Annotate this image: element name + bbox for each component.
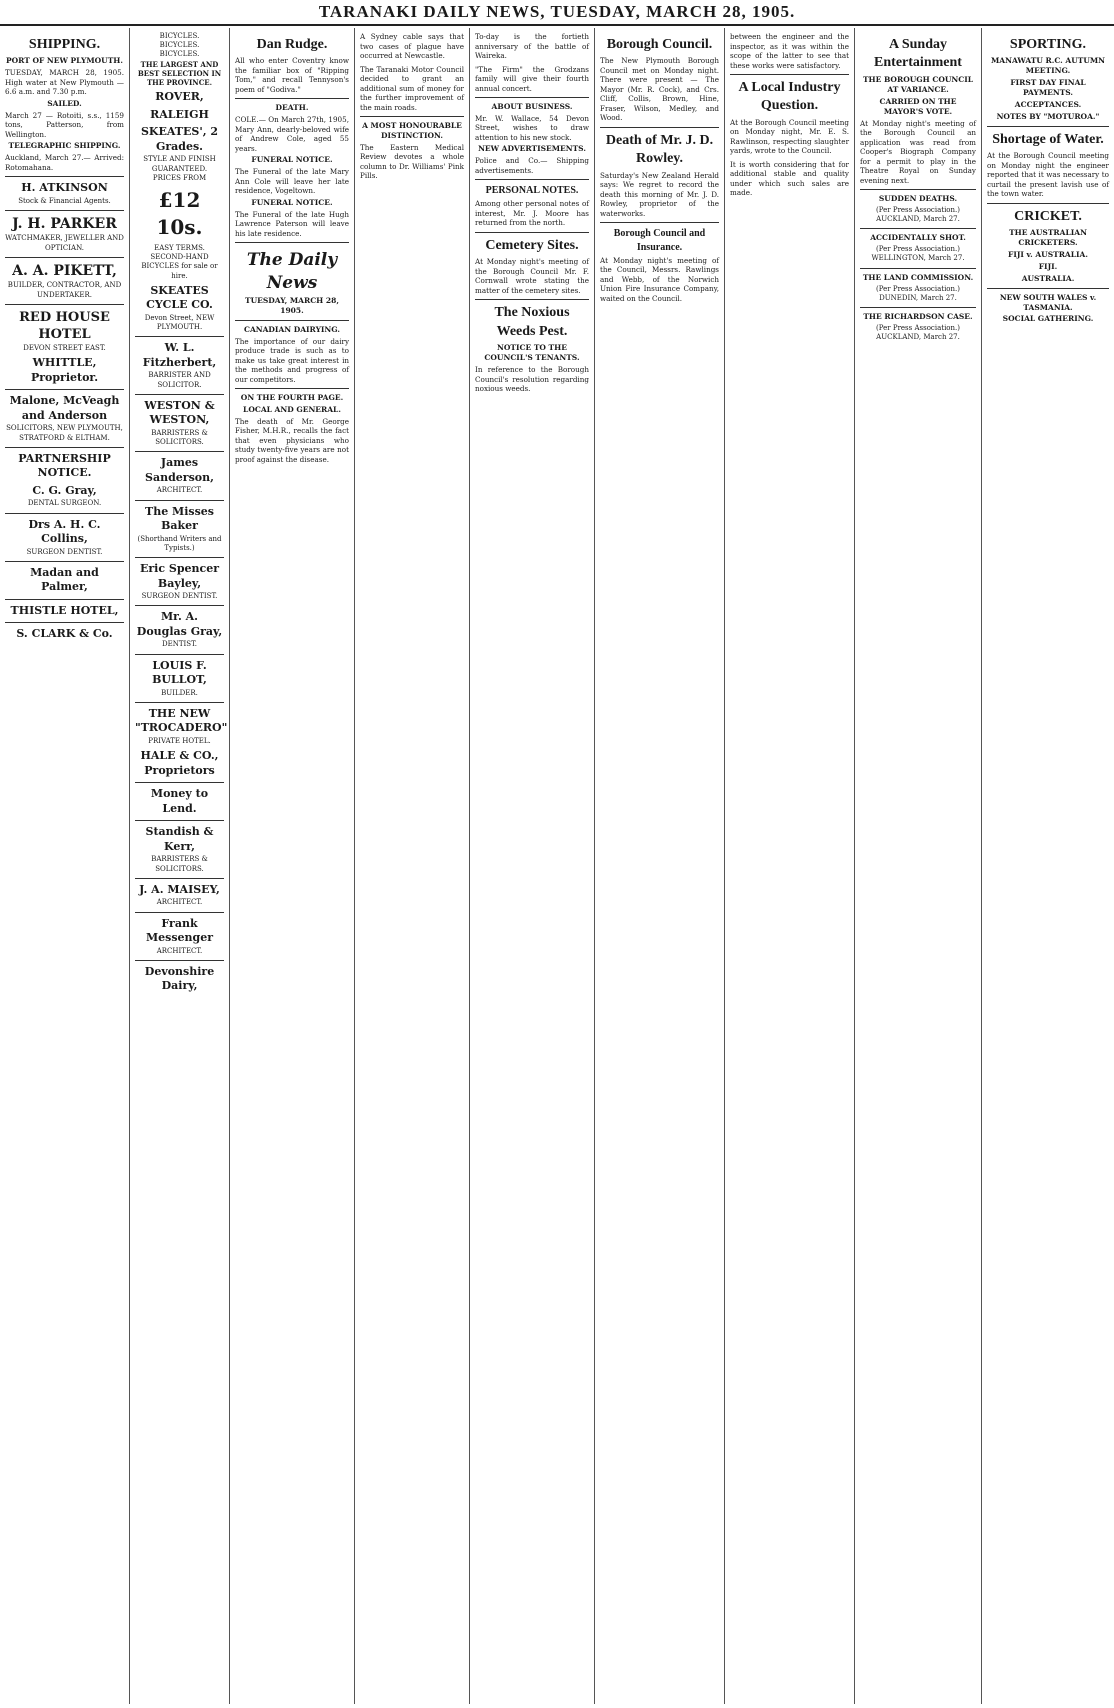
sunday-ent-body: At Monday night's meeting of the Borough Council an application was read from Cooper's Biograph Company for a permit to play in the Theatre Royal on Sunday evening next. <box>860 118 976 185</box>
masthead <box>0 0 1114 26</box>
local-industry-body-2: It is worth considering that for additional stable and quality under which such sales are made. <box>730 159 849 198</box>
ad-thistle: THISTLE HOTEL, <box>10 603 119 617</box>
ad-bullot-sub: BUILDER. <box>161 688 198 697</box>
ad-partnership: PARTNERSHIP NOTICE. <box>18 451 111 480</box>
column-local-industry <box>725 28 855 1704</box>
local-general-heading: LOCAL AND GENERAL. <box>243 405 341 415</box>
shortage-water-body: At the Borough Council meeting on Monday night the engineer reported that it was necessary to curtail the present lavish use of the town water. <box>987 151 1109 199</box>
ad-red-house-hotel: RED HOUSE HOTEL <box>19 309 110 342</box>
section-heading-shipping: SHIPPING. <box>28 37 101 52</box>
newspaper-title: TARANAKI DAILY NEWS, TUESDAY, MARCH 28, 1905. <box>318 2 796 21</box>
accidentally-shot-dateline: (Per Press Association.) WELLINGTON, March 27. <box>871 245 965 263</box>
ad-second-hand: SECOND-HAND BICYCLES for sale or hire. <box>141 253 218 280</box>
nsw-v-tasmania: NEW SOUTH WALES v. TASMANIA. <box>999 292 1097 312</box>
ad-rover: ROVER, <box>155 90 204 104</box>
ad-bayley: Eric Spencer Bayley, <box>139 562 219 590</box>
ad-fitzherbert: W. L. Fitzherbert, <box>142 341 217 369</box>
news-item-concert: "The Firm" the Grodzans family will give their fourth annual concert. <box>475 64 589 93</box>
article-dan-rudge: All who enter Coventry know the familiar box of "Ripping Tom," and recall Tennyson's poem of "Godiva." <box>235 56 349 94</box>
fiji-v-australia: FIJI v. AUSTRALIA. <box>1008 250 1088 260</box>
personal-notes-heading: PERSONAL NOTES. <box>485 185 579 197</box>
sailed-heading: SAILED. <box>47 98 82 108</box>
acceptances-heading: ACCEPTANCES. <box>1014 100 1082 110</box>
death-notice: COLE.— On March 27th, 1905, Mary Ann, dearly-beloved wife of Andrew Cole, aged 55 years. <box>235 115 349 153</box>
ad-fitzherbert-sub: BARRISTER AND SOLICITOR. <box>148 371 211 389</box>
social-gathering-heading: SOCIAL GATHERING. <box>1002 314 1094 324</box>
ad-standish: Standish & Kerr, <box>145 825 214 853</box>
ad-skeates: SKEATES', 2 Grades. <box>140 125 219 153</box>
port-heading: PORT OF NEW PLYMOUTH. <box>6 56 123 66</box>
sporting-heading: SPORTING. <box>1009 37 1087 52</box>
ad-standish-sub: BARRISTERS & SOLICITORS. <box>151 855 208 873</box>
about-business-heading: ABOUT BUSINESS. <box>491 102 573 111</box>
ad-douglas-gray-sub: DENTIST. <box>162 640 197 649</box>
ad-price: £12 10s. <box>156 188 203 239</box>
about-business-body: Mr. W. Wallace, 54 Devon Street, wishes to draw attention to his new stock. <box>475 113 589 142</box>
column-news-2 <box>470 28 595 1704</box>
ad-skeates-cycle: SKEATES CYCLE CO. <box>146 283 213 312</box>
death-rowley-heading: Death of Mr. J. D. Rowley. <box>605 132 714 167</box>
ad-atkinson: H. ATKINSON <box>21 181 108 195</box>
local-industry-heading: A Local Industry Question. <box>738 80 841 114</box>
ad-gray-sub: DENTAL SURGEON. <box>27 499 102 508</box>
ad-maisey-sub: ARCHITECT. <box>156 898 203 907</box>
ad-messenger-sub: ARCHITECT. <box>156 946 203 955</box>
sailed-body: March 27 — Rotoiti, s.s., 1159 tons, Patterson, from Wellington. <box>5 110 124 139</box>
final-payments-heading: FIRST DAY FINAL PAYMENTS. <box>1010 78 1086 98</box>
ad-red-house-hotel-sub: DEVON STREET EAST. <box>23 344 106 353</box>
fiji-scores-heading: FIJI. <box>1038 261 1058 271</box>
headline-canadian-dairying: CANADIAN DAIRYING. <box>243 324 341 334</box>
ad-style: STYLE AND FINISH GUARANTEED. <box>143 155 216 173</box>
local-industry-body: At the Borough Council meeting on Monday night, Mr. E. S. Rawlinson, respecting slaughter yards, wrote to the Council. <box>730 117 849 156</box>
article-distinction: The Eastern Medical Review devotes a whole column to Dr. Williams' Pink Pills. <box>360 142 464 181</box>
death-rowley-body: Saturday's New Zealand Herald says: We regret to record the death this morning of Mr. J. D. Rowley, proprietor of the waterworks. <box>600 170 719 218</box>
ad-hale: HALE & CO., Proprietors <box>140 749 219 777</box>
editorial-date: TUESDAY, MARCH 28, 1905. <box>245 296 339 315</box>
cemetery-sites-heading: Cemetery Sites. <box>485 237 579 253</box>
ad-weston: WESTON & WESTON, <box>144 398 215 427</box>
column-sunday-entertainment <box>855 28 982 1704</box>
borough-council-heading: Borough Council. <box>606 37 713 52</box>
new-ads-body: Police and Co.— Shipping advertisements. <box>475 156 589 175</box>
ad-bayley-sub: SURGEON DENTIST. <box>141 592 218 601</box>
ad-sanderson-sub: ARCHITECT. <box>156 486 203 495</box>
ad-collins-sub: SURGEON DENTIST. <box>26 547 103 556</box>
ad-bullot: LOUIS F. BULLOT, <box>152 658 207 687</box>
ad-pikett-sub: BUILDER, CONTRACTOR, AND UNDERTAKER. <box>7 281 122 299</box>
richardson-heading: THE RICHARDSON CASE. <box>863 312 973 322</box>
ad-baker-sub: (Shorthand Writers and Typists.) <box>137 534 222 552</box>
headline-dan-rudge: Dan Rudge. <box>256 37 328 52</box>
page-columns <box>0 28 1114 1704</box>
ad-raleigh: RALEIGH <box>150 107 209 121</box>
sudden-deaths-heading: SUDDEN DEATHS. <box>878 194 958 203</box>
headline-distinction: A MOST HONOURABLE DISTINCTION. <box>362 121 462 140</box>
accidentally-shot-heading: ACCIDENTALLY SHOT. <box>870 233 966 243</box>
telegraphic-heading: TELEGRAPHIC SHIPPING. <box>8 141 121 151</box>
news-item-motor-council: The Taranaki Motor Council decided to grant an additional sum of money for the further improvement of the main roads. <box>360 64 464 112</box>
column-shipping <box>0 28 130 1704</box>
ad-pikett: A. A. PIKETT, <box>12 262 117 279</box>
column-editorial <box>230 28 355 1704</box>
ad-whittle: WHITTLE, Proprietor. <box>30 356 99 384</box>
ad-prices-from: PRICES FROM <box>152 173 207 182</box>
sunday-ent-sub: THE BOROUGH COUNCIL AT VARIANCE. <box>862 74 974 94</box>
funeral-notice-1: The Funeral of the late Mary Ann Cole will leave her late residence, Vogeltown. <box>235 167 349 196</box>
ad-skeates-address: Devon Street, NEW PLYMOUTH. <box>144 313 215 332</box>
article-local-general: The death of Mr. George Fisher, M.H.R., recalls the fact that even physicians who study twenty-five years are not proof against the disease. <box>235 416 349 464</box>
ad-money: Money to Lend. <box>150 787 209 815</box>
ad-atkinson-sub: Stock & Financial Agents. <box>18 196 111 205</box>
new-ads-heading: NEW ADVERTISEMENTS. <box>478 144 586 154</box>
news-item-waireka: To-day is the fortieth anniversary of the battle of Waireka. <box>475 32 589 60</box>
personal-notes-body: Among other personal notes of interest, Mr. J. Moore has returned from the north. <box>475 199 589 228</box>
land-commission-dateline: (Per Press Association.) DUNEDIN, March 27. <box>876 284 960 302</box>
ad-clark: S. CLARK & Co. <box>16 627 113 641</box>
funeral-heading-1: FUNERAL NOTICE. <box>251 155 333 165</box>
ad-madan: Madan and Palmer, <box>30 565 99 594</box>
land-commission-heading: THE LAND COMMISSION. <box>862 272 974 282</box>
ad-largest: THE LARGEST AND BEST SELECTION IN THE PROVINCE. <box>137 59 222 88</box>
australia-scores-heading: AUSTRALIA. <box>1021 273 1075 283</box>
noxious-weeds-body: In reference to the Borough Council's resolution regarding noxious weeds. <box>475 365 589 394</box>
column-local-news <box>355 28 470 1704</box>
ad-malone-sub: SOLICITORS, NEW PLYMOUTH, STRATFORD & ELTHAM. <box>6 424 123 442</box>
sunday-ent-sub-2: CARRIED ON THE MAYOR'S VOTE. <box>879 96 957 116</box>
ad-bicycles-2: BICYCLES. <box>159 41 200 50</box>
ad-collins: Drs A. H. C. Collins, <box>28 517 101 546</box>
article-canadian-dairying: The importance of our dairy produce trade is such as to make us take great interest in the methods and progress of our competitors. <box>235 336 349 384</box>
ad-gray: C. G. Gray, <box>32 483 97 497</box>
council-insurance-body: At Monday night's meeting of the Council, Messrs. Rawlings and Webb, of the Norwich Union Fire Insurance Company, waited on the Council. <box>600 255 719 303</box>
column-sporting <box>982 28 1114 1704</box>
shipping-body: TUESDAY, MARCH 28, 1905. High water at New Plymouth — 6.6 a.m. and 7.30 p.m. <box>5 68 124 97</box>
australian-cricketers: THE AUSTRALIAN CRICKETERS. <box>1009 228 1087 248</box>
ad-parker: J. H. PARKER <box>12 215 117 232</box>
sudden-deaths-dateline: (Per Press Association.) AUCKLAND, March 27. <box>876 205 960 224</box>
column-borough-council <box>595 28 725 1704</box>
cricket-heading: CRICKET. <box>1014 208 1082 224</box>
noxious-weeds-heading: The Noxious Weeds Pest. <box>494 305 570 339</box>
funeral-heading-2: FUNERAL NOTICE. <box>251 197 333 207</box>
ad-parker-sub: WATCHMAKER, JEWELLER AND OPTICIAN. <box>5 234 124 252</box>
ad-maisey: J. A. MAISEY, <box>139 882 220 896</box>
ad-sanderson: James Sanderson, <box>145 456 214 484</box>
column-advertisements <box>130 28 230 1704</box>
borough-council-body: The New Plymouth Borough Council met on Monday night. There were present — The Mayor (Mr. R. Cock), and Crs. Cliff, Collis, Brown, Hine, Fraser, Wilson, Medley, and Wood. <box>600 56 719 123</box>
noxious-weeds-sub: NOTICE TO THE COUNCIL'S TENANTS. <box>484 343 580 363</box>
ad-weston-sub: BARRISTERS & SOLICITORS. <box>151 428 208 447</box>
news-item-plague: A Sydney cable says that two cases of plague have occurred at Newcastle. <box>360 32 464 60</box>
death-heading: DEATH. <box>275 103 309 113</box>
richardson-dateline: (Per Press Association.) AUCKLAND, March 27. <box>876 323 960 342</box>
cemetery-sites-body: At Monday night's meeting of the Borough Council Mr. F. Cornwall wrote stating the matter of the cemetery sites. <box>475 257 589 295</box>
manawatu-heading: MANAWATU R.C. AUTUMN MEETING. <box>990 56 1106 76</box>
funeral-notice-2: The Funeral of the late Hugh Lawrence Paterson will leave his late residence. <box>235 209 349 238</box>
ad-baker: The Misses Baker <box>145 504 214 533</box>
council-continued: between the engineer and the inspector, as it was within the scope of the latter to see that these works were satisfactory. <box>730 32 849 70</box>
shortage-water-heading: Shortage of Water. <box>992 131 1104 147</box>
ad-messenger: Frank Messenger <box>145 916 214 945</box>
ad-trocadero: THE NEW "TROCADERO" <box>135 706 228 735</box>
fourth-page-heading: ON THE FOURTH PAGE. <box>240 393 344 403</box>
telegraphic-body: Auckland, March 27.— Arrived: Rotomahana. <box>5 153 124 172</box>
moturoa-notes-heading: NOTES BY "MOTUROA." <box>996 111 1100 121</box>
ad-devonshire: Devonshire Dairy, <box>144 964 215 993</box>
ad-trocadero-sub: PRIVATE HOTEL. <box>148 736 211 745</box>
ad-douglas-gray: Mr. A. Douglas Gray, <box>136 610 223 638</box>
sunday-ent-heading: A Sunday Entertainment <box>874 37 962 71</box>
council-insurance-heading: Borough Council and Insurance. <box>613 228 706 253</box>
ad-bicycles-3: BICYCLES. <box>159 50 200 59</box>
ad-malone: Malone, McVeagh and Anderson <box>9 394 120 422</box>
paper-nameplate: The Daily News <box>246 250 338 293</box>
ad-bicycles-1: BICYCLES. <box>159 32 200 40</box>
ad-easy-terms: EASY TERMS. <box>154 243 205 252</box>
